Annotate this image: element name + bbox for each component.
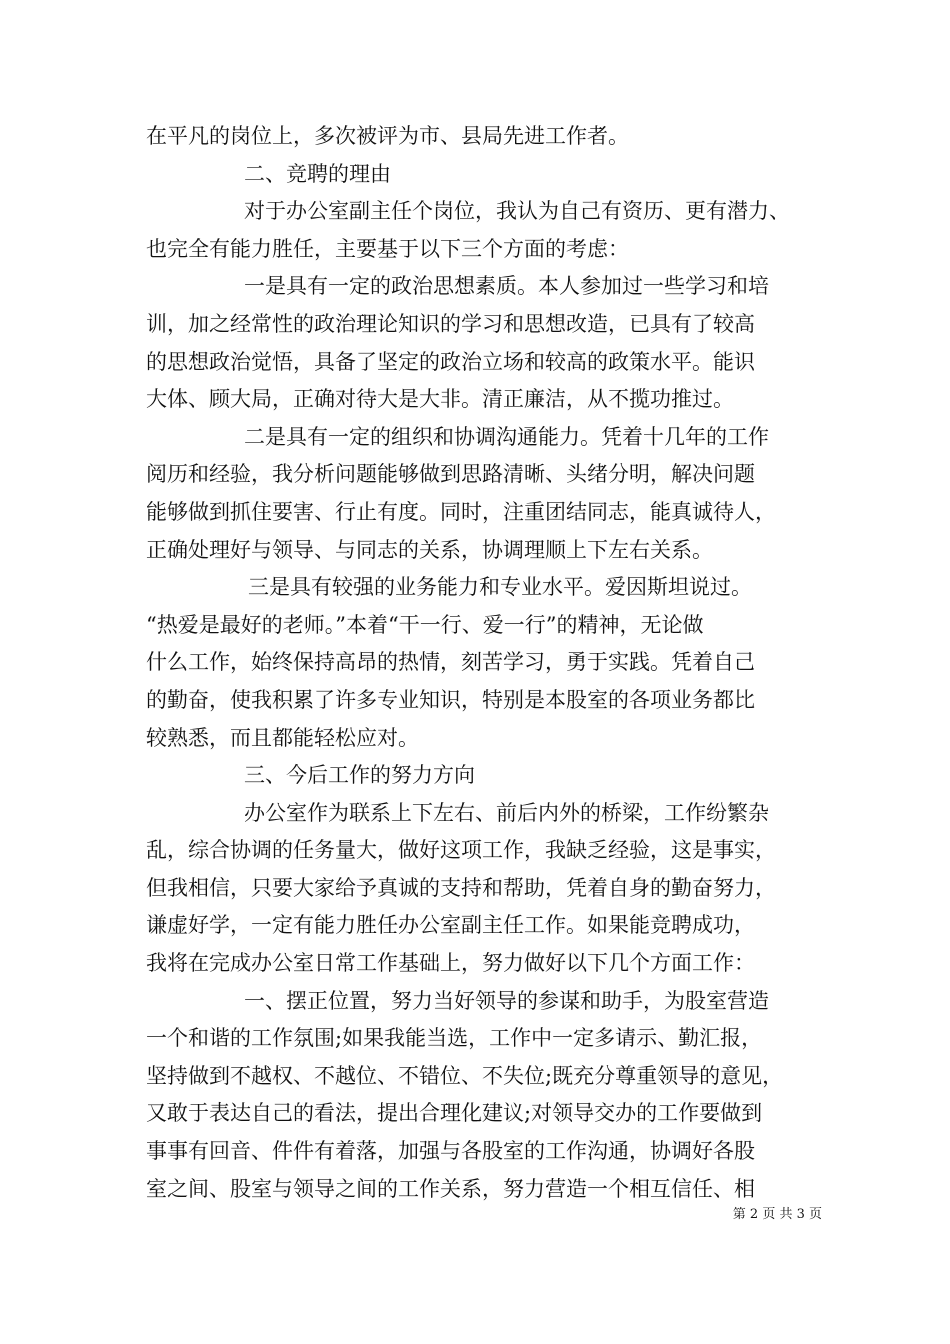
text-line: 但我相信，只要大家给予真诚的支持和帮助，凭着自身的勤奋努力，	[146, 875, 776, 900]
text-line: 一是具有一定的政治思想素质。本人参加过一些学习和培	[244, 274, 769, 299]
text-line: 事事有回音、件件有着落，加强与各股室的工作沟通，协调好各股	[146, 1139, 755, 1164]
text-line: 的思想政治觉悟，具备了坚定的政治立场和较高的政策水平。能识	[146, 349, 755, 374]
text-line: 较熟悉，而且都能轻松应对。	[146, 725, 419, 750]
text-line: 室之间、股室与领导之间的工作关系，努力营造一个相互信任、相	[146, 1176, 755, 1201]
section-heading: 二、竞聘的理由	[244, 161, 391, 186]
text-line: 也完全有能力胜任，主要基于以下三个方面的考虑：	[146, 236, 629, 261]
text-line: 谦虚好学，一定有能力胜任办公室副主任工作。如果能竞聘成功，	[146, 913, 755, 938]
text-line: 一、摆正位置，努力当好领导的参谋和助手，为股室营造	[244, 988, 769, 1013]
text-line: 能够做到抓住要害、行止有度。同时，注重团结同志，能真诚待人，	[146, 499, 776, 524]
text-line: 三是具有较强的业务能力和专业水平。爱因斯坦说过。	[248, 575, 752, 600]
document-body	[146, 118, 816, 1208]
text-line: 对于办公室副主任个岗位，我认为自己有资历、更有潜力、	[244, 199, 790, 224]
section-heading: 三、今后工作的努力方向	[244, 763, 475, 788]
text-line: 二是具有一定的组织和协调沟通能力。凭着十几年的工作	[244, 424, 769, 449]
text-line: 正确处理好与领导、与同志的关系，协调理顺上下左右关系。	[146, 537, 713, 562]
text-line: 训，加之经常性的政治理论知识的学习和思想改造，已具有了较高	[146, 311, 755, 336]
text-line: “热爱是最好的老师。”本着“干一行、爱一行”的精神，无论做	[146, 612, 704, 637]
text-line: 又敢于表达自己的看法，提出合理化建议;对领导交办的工作要做到	[146, 1101, 763, 1126]
text-line: 什么工作，始终保持高昂的热情，刻苦学习，勇于实践。凭着自己	[146, 650, 755, 675]
text-line: 阅历和经验，我分析问题能够做到思路清晰、头绪分明，解决问题	[146, 462, 755, 487]
page-number: 第 2 页 共 3 页	[732, 1207, 822, 1222]
text-line: 坚持做到不越权、不越位、不错位、不失位;既充分尊重领导的意见，	[146, 1063, 784, 1088]
text-line: 办公室作为联系上下左右、前后内外的桥梁，工作纷繁杂	[244, 800, 769, 825]
text-line: 的勤奋，使我积累了许多专业知识，特别是本股室的各项业务都比	[146, 687, 755, 712]
text-line: 乱，综合协调的任务量大，做好这项工作，我缺乏经验，这是事实，	[146, 838, 776, 863]
text-line: 在平凡的岗位上，多次被评为市、县局先进工作者。	[146, 124, 629, 148]
text-line: 我将在完成办公室日常工作基础上，努力做好以下几个方面工作：	[146, 951, 755, 976]
text-line: 一个和谐的工作氛围;如果我能当选，工作中一定多请示、勤汇报，	[146, 1026, 763, 1051]
text-line: 大体、顾大局，正确对待大是大非。清正廉洁，从不揽功推过。	[146, 387, 734, 412]
